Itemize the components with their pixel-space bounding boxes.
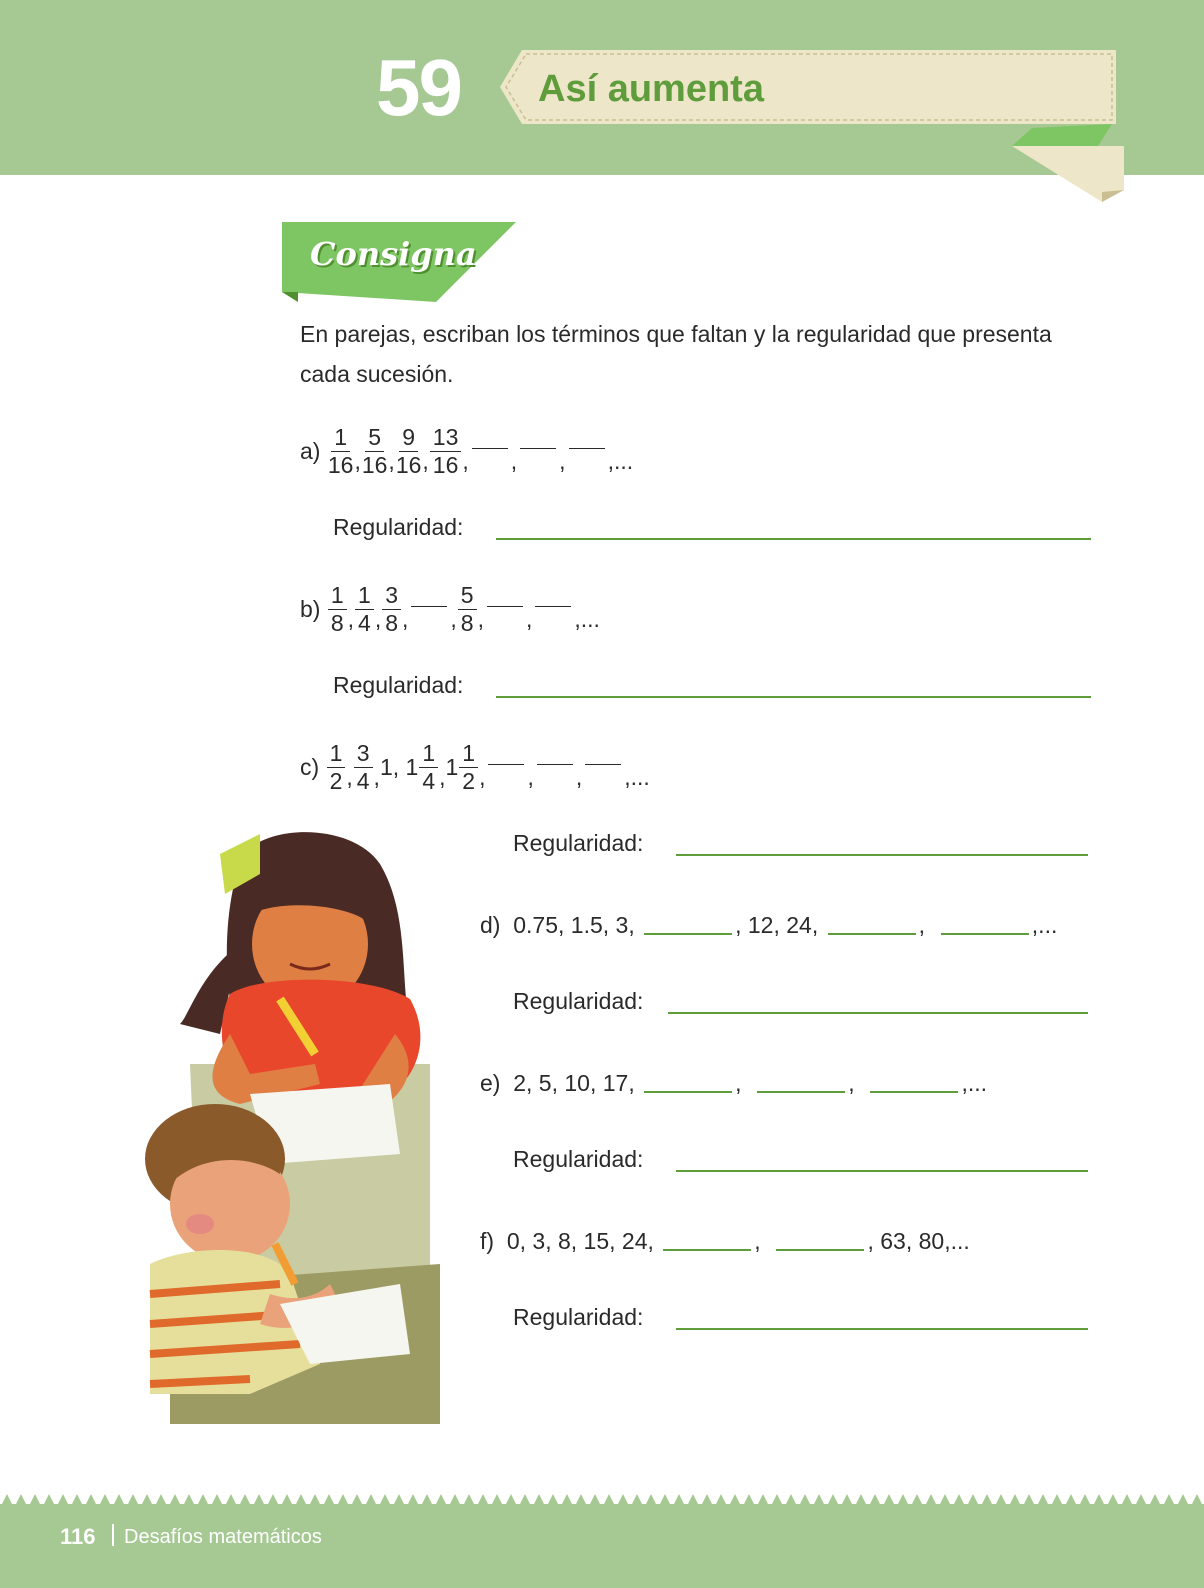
- instructions-text: En parejas, escriban los términos que faltan y la regularidad que presenta cada sucesión.: [300, 321, 1052, 387]
- fraction: $\frac{3}{8}$: [382, 584, 401, 635]
- fraction: $\frac{1}{4}$: [355, 584, 374, 635]
- answer-blank[interactable]: [757, 1090, 845, 1093]
- answer-blank[interactable]: [644, 1090, 732, 1093]
- exercise-e: e) 2, 5, 10, 17, , , ,...: [480, 1070, 988, 1096]
- fraction: $\frac{1}{8}$: [328, 584, 347, 635]
- answer-blank[interactable]: [941, 932, 1029, 935]
- lesson-number: 59: [376, 43, 461, 132]
- answer-blank[interactable]: [472, 447, 508, 449]
- answer-blank[interactable]: [663, 1248, 751, 1251]
- answer-blank[interactable]: [870, 1090, 958, 1093]
- book-title: Desafíos matemáticos: [124, 1526, 322, 1548]
- regularity-line-b[interactable]: [496, 696, 1091, 698]
- regularity-line-e[interactable]: [676, 1170, 1088, 1172]
- exercise-d-label: d): [480, 912, 501, 938]
- exercise-b-label: b): [300, 596, 321, 622]
- consigna-label: Consigna: [310, 235, 477, 273]
- exercise-a: a) $\frac{1}{16}$ , $\frac{5}{16}$ , $\frac{9}{16}$ , $\frac{13}{16}$ , , , ,...: [300, 424, 634, 478]
- fraction: $\frac{1}{4}$: [419, 742, 438, 793]
- fraction: $\frac{9}{16}$: [395, 424, 422, 478]
- answer-blank[interactable]: [535, 605, 571, 607]
- exercise-c-label: c): [300, 754, 320, 780]
- corner-flag: [1012, 120, 1132, 210]
- fraction: $\frac{13}{16}$: [430, 426, 462, 477]
- regularity-label-e: Regularidad:: [513, 1146, 644, 1172]
- regularity-label-f: Regularidad:: [513, 1304, 644, 1330]
- regularity-line-c[interactable]: [676, 854, 1088, 856]
- exercise-f-label: f): [480, 1228, 495, 1254]
- fraction: $\frac{1}{2}$: [459, 742, 478, 793]
- fraction: $\frac{5}{16}$: [361, 424, 388, 478]
- regularity-label-c: Regularidad:: [513, 830, 644, 856]
- regularity-label-d: Regularidad:: [513, 988, 644, 1014]
- exercise-c: c) $\frac{1}{2}$ , $\frac{3}{4}$ , 1, 1 $\frac{1}{4}$ , 1 $\frac{1}{2}$ , , , ,...: [300, 740, 650, 794]
- page-number: 116: [60, 1524, 96, 1549]
- answer-blank[interactable]: [828, 932, 916, 935]
- answer-blank[interactable]: [569, 447, 605, 449]
- fraction: $\frac{1}{16}$: [327, 424, 354, 478]
- regularity-line-f[interactable]: [676, 1328, 1088, 1330]
- children-illustration: [130, 824, 460, 1444]
- answer-blank[interactable]: [520, 447, 556, 449]
- answer-blank[interactable]: [487, 605, 523, 607]
- exercise-b: b) $\frac{1}{8}$ , $\frac{1}{4}$ , $\frac{3}{8}$ , , $\frac{5}{8}$ , , ,...: [300, 582, 600, 636]
- fraction: $\frac{1}{2}$: [327, 742, 346, 793]
- fraction: $\frac{3}{4}$: [354, 742, 373, 793]
- lesson-title: Así aumenta: [538, 68, 764, 110]
- regularity-line-a[interactable]: [496, 538, 1091, 540]
- regularity-label-a: Regularidad:: [333, 514, 464, 540]
- exercise-f: f) 0, 3, 8, 15, 24, , , 63, 80,...: [480, 1228, 970, 1254]
- exercise-a-label: a): [300, 438, 321, 464]
- answer-blank[interactable]: [776, 1248, 864, 1251]
- answer-blank[interactable]: [644, 932, 732, 935]
- fraction: $\frac{5}{8}$: [458, 584, 477, 635]
- answer-blank[interactable]: [488, 763, 524, 765]
- regularity-line-d[interactable]: [668, 1012, 1088, 1014]
- regularity-label-b: Regularidad:: [333, 672, 464, 698]
- exercise-d: d) 0.75, 1.5, 3, , 12, 24, , ,...: [480, 912, 1058, 938]
- answer-blank[interactable]: [411, 605, 447, 607]
- exercise-e-label: e): [480, 1070, 501, 1096]
- footer-separator: [112, 1524, 114, 1546]
- answer-blank[interactable]: [585, 763, 621, 765]
- answer-blank[interactable]: [537, 763, 573, 765]
